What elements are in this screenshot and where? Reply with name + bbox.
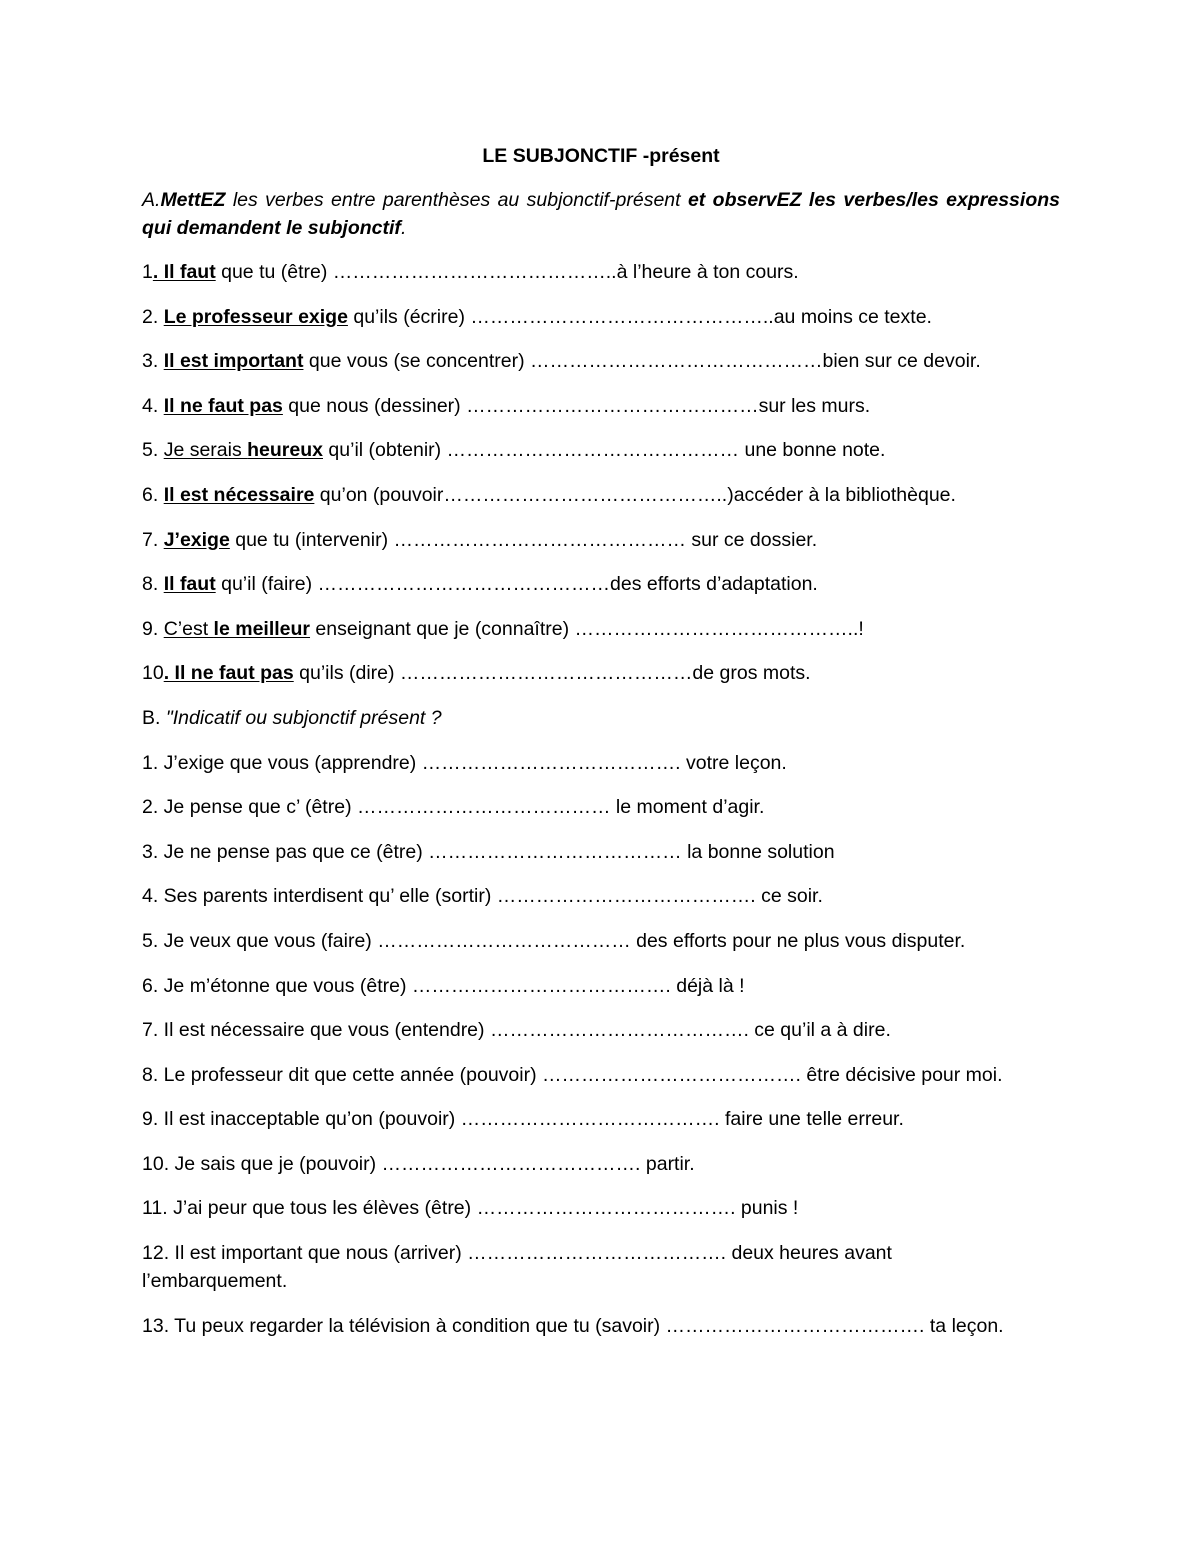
section-a-instruction [142, 186, 1060, 242]
exercise-a-item-8 [142, 570, 1060, 598]
trigger-expression: le meilleur [213, 617, 311, 640]
item-text: qu’on (pouvoir……………………………………..)accéder à la bibliothèque. [314, 483, 956, 506]
exercise-b-item-10: 10. Je sais que je (pouvoir) …………………………………. partir. [142, 1152, 695, 1175]
exercise-b-item-11: 11. J’ai peur que tous les élèves (être) …………………………………. punis ! [142, 1197, 799, 1220]
section-b-heading [142, 704, 1060, 732]
exercise-b-item-8: 8. Le professeur dit que cette année (pouvoir) …………………………………. être décisive pour moi. [142, 1063, 1003, 1086]
item-number: 2. [142, 305, 164, 328]
item-number: 1 [142, 261, 153, 283]
trigger-expression: Il est nécessaire [163, 483, 315, 506]
trigger-expression: Le professeur exige [163, 305, 348, 328]
exercise-a-item-3 [142, 347, 1060, 375]
trigger-expression: J’exige [163, 528, 230, 551]
section-b-label: B. [142, 706, 166, 729]
item-pre-text: C’est [163, 617, 214, 640]
instruction-observez: et observEZ les verbes/les expressions qui demandent le subjonctif [142, 189, 1060, 239]
item-number: 6. [142, 483, 164, 506]
item-pre-text: Je serais [163, 439, 248, 462]
instruction-middle: les verbes entre parenthèses au subjonctif-présent [225, 189, 688, 211]
exercise-a-item-7 [142, 526, 1060, 554]
exercise-b-item-6: 6. Je m’étonne que vous (être) …………………………………. déjà là ! [142, 974, 745, 997]
exercise-b-item-4: 4. Ses parents interdisent qu’ elle (sortir) …………………………………. ce soir. [142, 885, 823, 908]
exercise-a-item-1 [142, 258, 1060, 286]
item-text: qu’il (faire) ………………………………………des efforts d’adaptation. [215, 573, 818, 596]
trigger-expression: . Il ne faut pas [163, 662, 294, 685]
exercise-b-item-5: 5. Je veux que vous (faire) ………………………………… des efforts pour ne plus vous disputer. [142, 929, 966, 952]
trigger-expression: Il est important [163, 350, 304, 373]
exercise-b-item-13: 13. Tu peux regarder la télévision à condition que tu (savoir) …………………………………. ta leçon. [142, 1314, 1004, 1337]
trigger-expression: Il faut [163, 573, 216, 596]
section-a-prefix: A. [142, 189, 161, 211]
section-b-title: "Indicatif ou subjonctif présent ? [165, 706, 442, 729]
exercise-b-item-1: 1. J’exige que vous (apprendre) …………………………………. votre leçon. [142, 751, 787, 774]
exercise-a-item-5 [142, 436, 1060, 464]
page-title: LE SUBJONCTIF -présent [482, 145, 720, 167]
exercise-a-item-10 [142, 659, 1060, 687]
item-text: qu’ils (écrire) ………………………………………..au moins ce texte. [347, 305, 932, 328]
trigger-expression: Il ne faut pas [163, 394, 283, 417]
item-number: 4. [142, 394, 164, 417]
item-number: 8. [142, 573, 164, 596]
item-text: qu’il (obtenir) ……………………………………… une bonne note. [323, 439, 886, 462]
exercise-b-item-12: 12. Il est important que nous (arriver) …………………………………. deux heures avant l’embarquement. [142, 1242, 892, 1293]
item-number: 3. [142, 350, 164, 373]
exercise-a-item-2 [142, 303, 1060, 331]
item-number: 7. [142, 528, 164, 551]
trigger-expression: . Il faut [152, 261, 216, 283]
instruction-verb-mettez: MettEZ [160, 189, 226, 211]
item-number: 5. [142, 439, 164, 462]
exercise-b-item-3: 3. Je ne pense pas que ce (être) ………………………………… la bonne solution [142, 840, 835, 863]
trigger-expression: heureux [247, 439, 323, 462]
exercise-b-item-2: 2. Je pense que c’ (être) ………………………………… le moment d’agir. [142, 796, 765, 819]
exercise-a-item-9 [142, 615, 1060, 643]
worksheet-page [142, 142, 1060, 1356]
exercise-a-item-4 [142, 392, 1060, 420]
exercise-a-item-6 [142, 481, 1060, 509]
item-text: que vous (se concentrer) ………………………………………bien sur ce devoir. [303, 350, 981, 373]
item-text: que nous (dessiner) ………………………………………sur les murs. [282, 394, 871, 417]
exercise-b-item-7: 7. Il est nécessaire que vous (entendre) …………………………………. ce qu’il a à dire. [142, 1019, 891, 1042]
item-text: que tu (intervenir) ……………………………………… sur ce dossier. [229, 528, 818, 551]
item-text: que tu (être) ……………………………………..à l’heure à ton cours. [215, 261, 799, 283]
item-number: 9. [142, 617, 164, 640]
item-text: qu’ils (dire) ………………………………………de gros mots. [293, 662, 811, 685]
instruction-end: . [400, 217, 407, 239]
item-text: enseignant que je (connaître) ……………………………………..! [310, 617, 864, 640]
item-number: 10 [142, 662, 164, 685]
exercise-b-item-9: 9. Il est inacceptable qu’on (pouvoir) …………………………………. faire une telle erreur. [142, 1108, 904, 1131]
